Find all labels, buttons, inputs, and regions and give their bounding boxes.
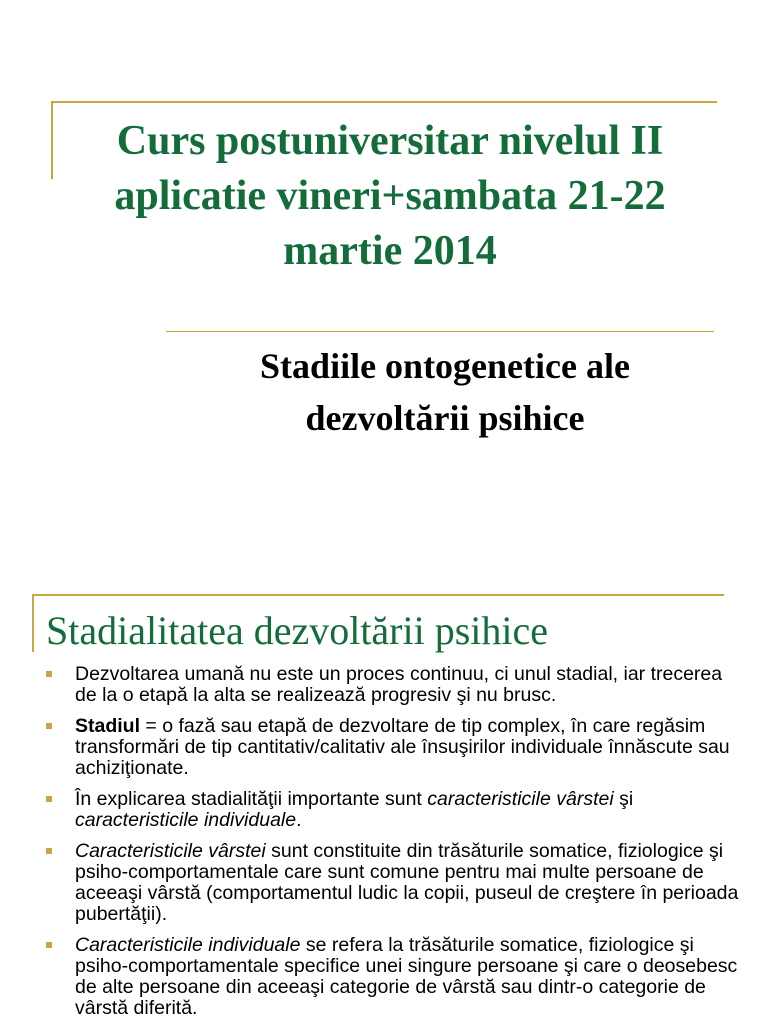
- heading-frame-vertical-line: [32, 594, 34, 652]
- bullet-term: Caracteristicile individuale: [75, 934, 301, 956]
- bullet-text: = o fază sau etapă de dezvoltare de tip complex, în care regăsim transformări de tip cantitativ/calitativ ale însuşirilor individuale înnăscute sau achiziţionate.: [75, 715, 730, 779]
- bullet-text: .: [296, 809, 302, 831]
- list-item: [46, 716, 746, 779]
- heading-frame-horizontal-line: [32, 594, 724, 596]
- slide-title-line-2: aplicatie vineri+sambata 21-22: [114, 173, 666, 219]
- slide-title: [60, 114, 720, 279]
- square-bullet-icon: [46, 796, 52, 802]
- bullet-list: [46, 664, 746, 1029]
- title-frame-horizontal-line: [51, 101, 717, 103]
- slide-title-line-3: martie 2014: [283, 228, 497, 274]
- bullet-term: Caracteristicile vârstei: [75, 840, 266, 862]
- section-heading: Stadialitatea dezvoltării psihice: [46, 608, 549, 653]
- square-bullet-icon: [46, 848, 52, 854]
- bullet-term: caracteristicile individuale: [75, 809, 297, 831]
- slide-title-line-1: Curs postuniversitar nivelul II: [116, 118, 664, 164]
- slide-subtitle-line-2: dezvoltării psihice: [305, 398, 585, 438]
- bullet-text: şi: [613, 788, 634, 810]
- list-item: [46, 789, 746, 831]
- bullet-text: Dezvoltarea umană nu este un proces continuu, ci unul stadial, iar trecerea de la o etapă la alta se realizează progresiv şi nu brusc.: [75, 663, 723, 706]
- bullet-text: sunt constituite din trăsăturile somatice, fiziologice şi psiho-comportamentale care sunt comune pentru mai multe persoane de aceeaşi vârstă (comportamentul ludic la copii, puseul de creştere în perioada pubertăţii).: [75, 840, 739, 925]
- bullet-term: caracteristicile vârstei: [427, 788, 614, 810]
- title-frame-vertical-line: [51, 101, 53, 179]
- slide-subtitle: [170, 340, 720, 444]
- list-item: [46, 664, 746, 706]
- slide-subtitle-line-1: Stadiile ontogenetice ale: [260, 346, 630, 386]
- bullet-text: În explicarea stadialităţii importante sunt: [75, 788, 428, 810]
- square-bullet-icon: [46, 671, 52, 677]
- square-bullet-icon: [46, 723, 52, 729]
- list-item: [46, 935, 746, 1019]
- bullet-text: se refera la trăsăturile somatice, fiziologice şi psiho-comportamentale specifice unei singure persoane şi care o deosebesc de alte persoane din aceeaşi categorie de vârstă sau dintr-o categorie de vârstă diferită.: [75, 934, 738, 1019]
- square-bullet-icon: [46, 942, 52, 948]
- list-item: [46, 841, 746, 925]
- bullet-term: Stadiul: [75, 715, 141, 737]
- subtitle-divider: [166, 331, 714, 332]
